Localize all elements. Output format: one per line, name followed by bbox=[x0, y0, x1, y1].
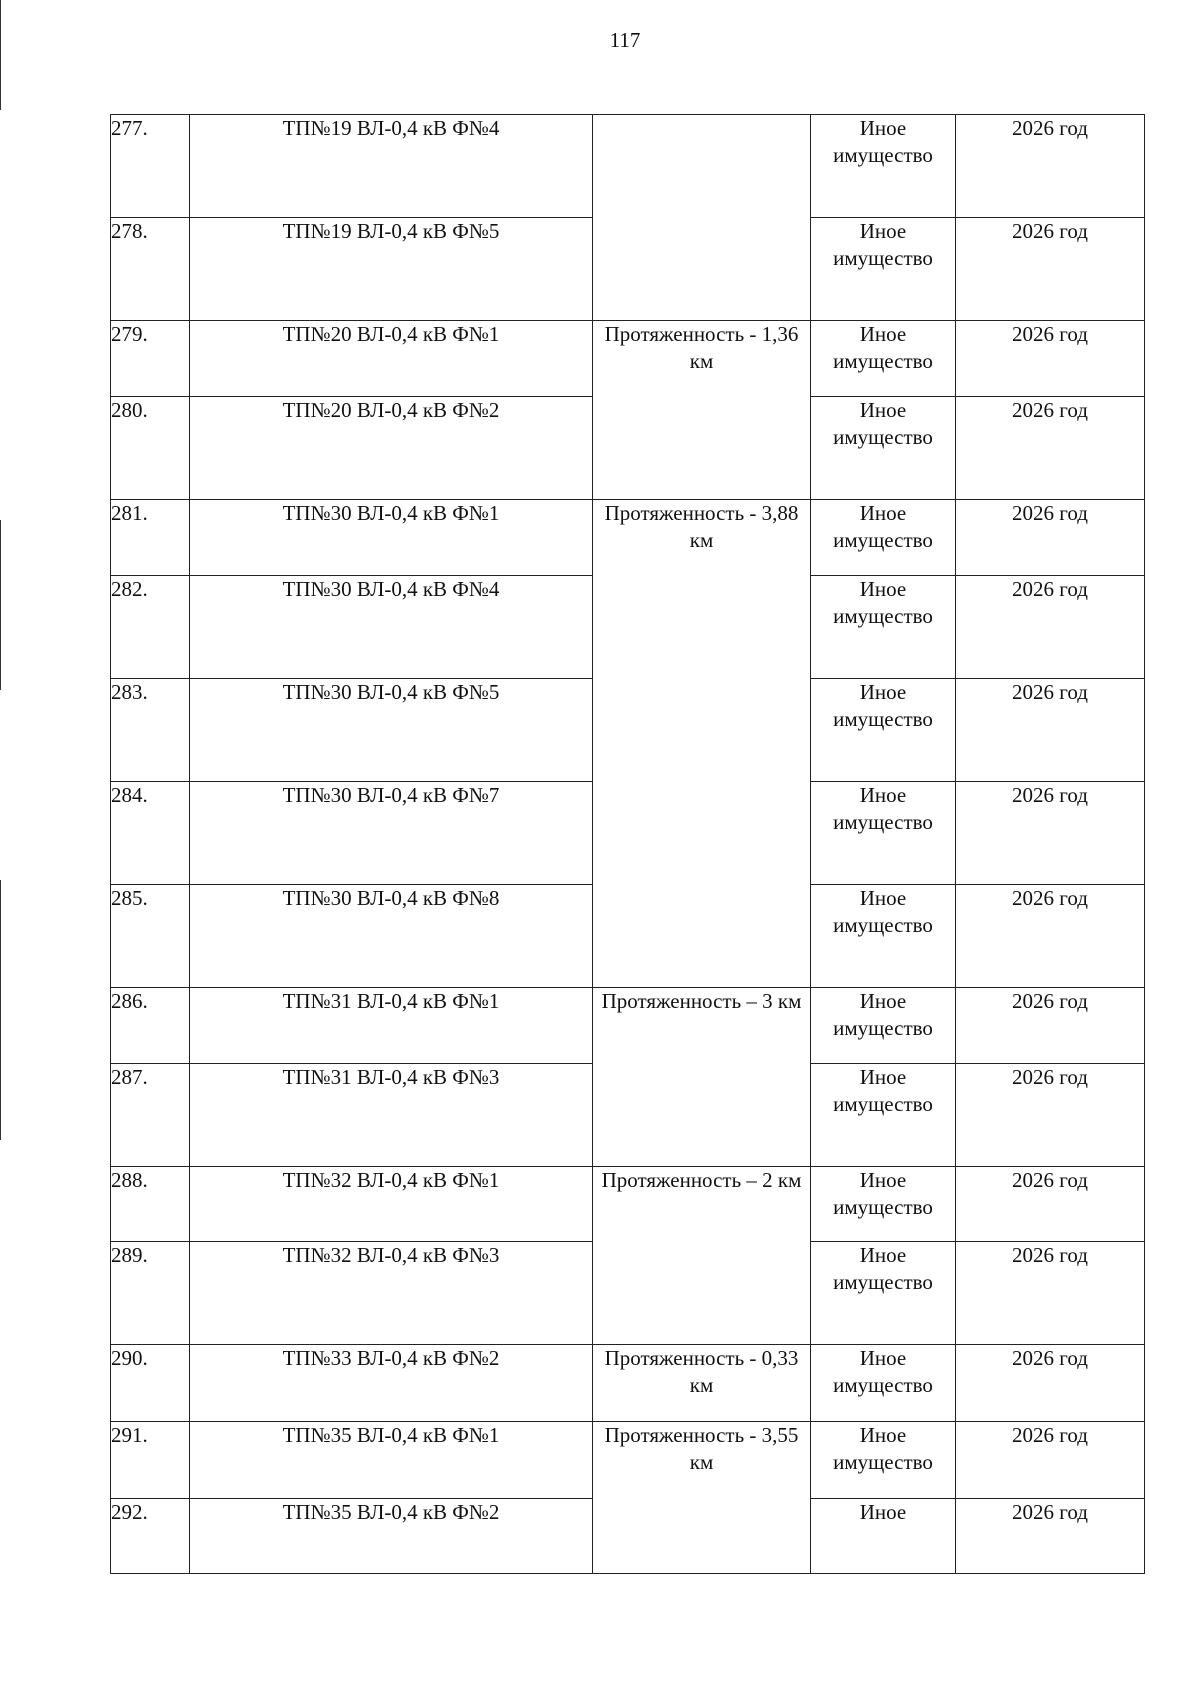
object-name: ТП№32 ВЛ-0,4 кВ Ф№3 bbox=[190, 1242, 593, 1345]
year: 2026 год bbox=[956, 1345, 1145, 1422]
object-name: ТП№30 ВЛ-0,4 кВ Ф№7 bbox=[190, 782, 593, 885]
year: 2026 год bbox=[956, 679, 1145, 782]
object-name: ТП№31 ВЛ-0,4 кВ Ф№3 bbox=[190, 1064, 593, 1167]
row-number: 290. bbox=[111, 1345, 190, 1422]
row-number: 288. bbox=[111, 1167, 190, 1242]
row-number: 278. bbox=[111, 218, 190, 321]
table-row bbox=[111, 321, 1145, 397]
row-number: 279. bbox=[111, 321, 190, 397]
row-number: 291. bbox=[111, 1422, 190, 1499]
year: 2026 год bbox=[956, 1242, 1145, 1345]
table-row bbox=[111, 500, 1145, 576]
object-name: ТП№30 ВЛ-0,4 кВ Ф№4 bbox=[190, 576, 593, 679]
year: 2026 год bbox=[956, 1422, 1145, 1499]
property-type: Иное имущество bbox=[811, 885, 956, 988]
row-number: 277. bbox=[111, 115, 190, 218]
property-type: Иное имущество bbox=[811, 679, 956, 782]
year: 2026 год bbox=[956, 115, 1145, 218]
length-tp32: Протяженность – 2 км bbox=[593, 1167, 811, 1345]
table-row bbox=[111, 1422, 1145, 1499]
row-number: 283. bbox=[111, 679, 190, 782]
object-name: ТП№32 ВЛ-0,4 кВ Ф№1 bbox=[190, 1167, 593, 1242]
year: 2026 год bbox=[956, 500, 1145, 576]
length-tp33: Протяженность - 0,33 км bbox=[593, 1345, 811, 1422]
length-tp31: Протяженность – 3 км bbox=[593, 988, 811, 1167]
page-number: 117 bbox=[609, 28, 641, 52]
property-type: Иное имущество bbox=[811, 397, 956, 500]
scan-edge-mark bbox=[0, 880, 1, 1140]
property-type: Иное имущество bbox=[811, 1167, 956, 1242]
property-type: Иное имущество bbox=[811, 321, 956, 397]
object-name: ТП№19 ВЛ-0,4 кВ Ф№4 bbox=[190, 115, 593, 218]
property-type: Иное имущество bbox=[811, 115, 956, 218]
row-number: 281. bbox=[111, 500, 190, 576]
property-type: Иное имущество bbox=[811, 500, 956, 576]
table-row bbox=[111, 115, 1145, 218]
table-row bbox=[111, 1167, 1145, 1242]
object-name: ТП№31 ВЛ-0,4 кВ Ф№1 bbox=[190, 988, 593, 1064]
object-name: ТП№20 ВЛ-0,4 кВ Ф№1 bbox=[190, 321, 593, 397]
length-cell-empty bbox=[593, 115, 811, 321]
year: 2026 год bbox=[956, 321, 1145, 397]
object-name: ТП№19 ВЛ-0,4 кВ Ф№5 bbox=[190, 218, 593, 321]
property-registry-table bbox=[110, 114, 1145, 1574]
year: 2026 год bbox=[956, 782, 1145, 885]
table-row bbox=[111, 988, 1145, 1064]
row-number: 286. bbox=[111, 988, 190, 1064]
property-type: Иное имущество bbox=[811, 576, 956, 679]
object-name: ТП№30 ВЛ-0,4 кВ Ф№8 bbox=[190, 885, 593, 988]
row-number: 280. bbox=[111, 397, 190, 500]
row-number: 284. bbox=[111, 782, 190, 885]
object-name: ТП№33 ВЛ-0,4 кВ Ф№2 bbox=[190, 1345, 593, 1422]
object-name: ТП№20 ВЛ-0,4 кВ Ф№2 bbox=[190, 397, 593, 500]
table-row bbox=[111, 1345, 1145, 1422]
object-name: ТП№35 ВЛ-0,4 кВ Ф№2 bbox=[190, 1499, 593, 1574]
row-number: 285. bbox=[111, 885, 190, 988]
row-number: 292. bbox=[111, 1499, 190, 1574]
property-type: Иное имущество bbox=[811, 1345, 956, 1422]
object-name: ТП№30 ВЛ-0,4 кВ Ф№1 bbox=[190, 500, 593, 576]
property-type: Иное имущество bbox=[811, 218, 956, 321]
year: 2026 год bbox=[956, 1499, 1145, 1574]
object-name: ТП№35 ВЛ-0,4 кВ Ф№1 bbox=[190, 1422, 593, 1499]
scan-edge-mark bbox=[0, 0, 1, 110]
year: 2026 год bbox=[956, 1064, 1145, 1167]
row-number: 287. bbox=[111, 1064, 190, 1167]
property-type: Иное имущество bbox=[811, 1242, 956, 1345]
property-type: Иное имущество bbox=[811, 782, 956, 885]
length-tp35: Протяженность - 3,55 км bbox=[593, 1422, 811, 1574]
property-type: Иное имущество bbox=[811, 1064, 956, 1167]
object-name: ТП№30 ВЛ-0,4 кВ Ф№5 bbox=[190, 679, 593, 782]
year: 2026 год bbox=[956, 576, 1145, 679]
year: 2026 год bbox=[956, 397, 1145, 500]
year: 2026 год bbox=[956, 988, 1145, 1064]
property-type: Иное имущество bbox=[811, 1422, 956, 1499]
property-type: Иное имущество bbox=[811, 988, 956, 1064]
year: 2026 год bbox=[956, 885, 1145, 988]
row-number: 282. bbox=[111, 576, 190, 679]
length-tp30: Протяженность - 3,88 км bbox=[593, 500, 811, 988]
year: 2026 год bbox=[956, 1167, 1145, 1242]
scan-edge-mark bbox=[0, 520, 1, 690]
row-number: 289. bbox=[111, 1242, 190, 1345]
year: 2026 год bbox=[956, 218, 1145, 321]
property-type: Иное bbox=[811, 1499, 956, 1574]
length-tp20: Протяженность - 1,36 км bbox=[593, 321, 811, 500]
